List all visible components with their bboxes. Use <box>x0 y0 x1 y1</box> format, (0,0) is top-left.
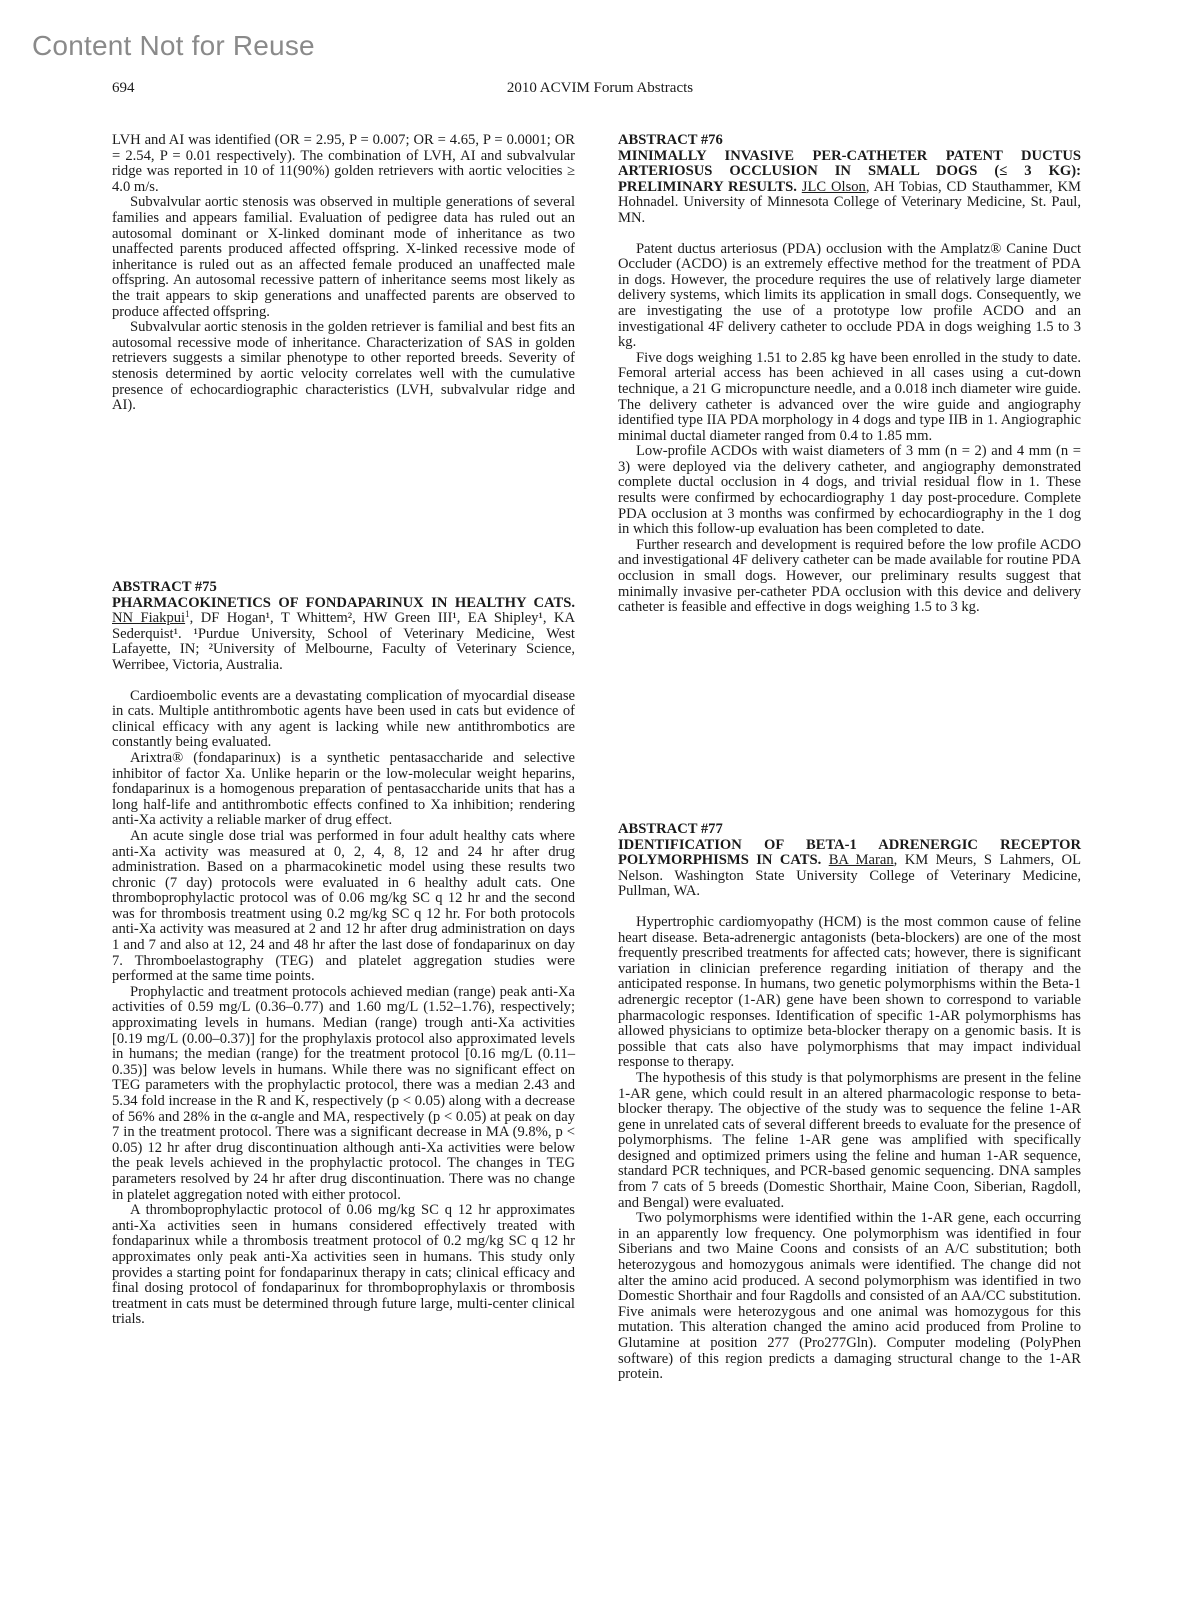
author-list: KM Meurs, S Lahmers, OL Nelson. <box>618 852 1081 884</box>
abstract-paragraph: Two polymorphisms were identified within the 1-AR gene, each occurring in an apparently low frequency. One polymorphism was identified in four Siberians and two Maine Coons and consists of an A/C substitution; both heterozygous and homozygous animals were identified. The change did not alter the amino acid produced. A second polymorphism was identified in two Domestic Shorthair and four Ragdolls and consisted of an AA/CC substitution. Five animals were heterozygous and one animal was homozygous for this mutation. This alteration changed the amino acid produced from Proline to Glutamine at position 277 (Pro277Gln). Computer modeling (PolyPhen software) of this region predicts a damaging structural change to the 1-AR protein. <box>618 1210 1081 1383</box>
presenting-author: JLC Olson <box>801 178 866 195</box>
abstract-title: MINIMALLY INVASIVE PER-CATHETER PATENT DUCTUS ARTERIOSUS OCCLUSION IN SMALL DOGS (≤ 3 KG): PRELIMINARY RESULTS. <box>618 147 1081 195</box>
presenting-author: BA Maran <box>828 852 894 869</box>
abstract-paragraph: Low-profile ACDOs with waist diameters of 3 mm (n = 2) and 4 mm (n = 3) were deployed via the delivery catheter, and angiography demonstrated complete ductal occlusion in 4 dogs, and trivial residual flow in 1. These results were confirmed by echocardiography 1 day post-procedure. Complete PDA occlusion at 3 months was confirmed by echocardiography in the 1 dog in which this follow-up evaluation has been completed to date. <box>618 443 1081 538</box>
abstract-heading: IDENTIFICATION OF BETA-1 ADRENERGIC RECEPTOR POLYMORPHISMS IN CATS. BA Maran, KM Meurs, S Lahmers, OL Nelson. Washington State University College of Veterinary Medicine, Pullman, WA. <box>618 836 1082 900</box>
abstract-heading: MINIMALLY INVASIVE PER-CATHETER PATENT DUCTUS ARTERIOSUS OCCLUSION IN SMALL DOGS (≤ 3 KG): PRELIMINARY RESULTS. JLC Olson, AH Tobias, CD Stauthammer, KM Hohnadel. University of Minnesota College of Veterinary Medicine, St. Paul, MN. <box>618 147 1081 226</box>
abstract-paragraph: Patent ductus arteriosus (PDA) occlusion with the Amplatz® Canine Duct Occluder (ACDO) is an extremely effective method for the treatment of PDA in dogs. However, the procedure requires the use of relatively large diameter delivery systems, which limits its application in small dogs. Consequently, we are investigating the use of a prototype low profile ACDO and an investigational 4F delivery catheter to occlude PDA in dogs weighing 1.5 to 3 kg. <box>618 240 1081 351</box>
abstract-heading: PHARMACOKINETICS OF FONDAPARINUX IN HEALTHY CATS. NN Fiakpui$^1$, DF Hogan¹, T Whittem², HW Green III¹, EA Shipley¹, KA Sederquist¹. ¹Purdue University, School of Veterinary Medicine, West Lafayette, IN; ²University of Melbourne, Faculty of Veterinary Science, Werribee, Victoria, Australia. <box>112 594 575 673</box>
abstract-paragraph: The hypothesis of this study is that polymorphisms are present in the feline 1-AR gene, which could result in an altered pharmacologic response to beta-blocker therapy. The objective of the study was to sequence the feline 1-AR gene in unrelated cats of several different breeds to evaluate for the presence of polymorphisms. The feline 1-AR gene was amplified with specifically designed and optimized primers using the feline and human 1-AR sequence, standard PCR techniques, and PCR-based genomic sequencing. DNA samples from 7 cats of 5 breeds (Domestic Shorthair, Maine Coon, Siberian, Ragdoll, and Bengal) were evaluated. <box>618 1069 1081 1211</box>
abstract-title: IDENTIFICATION OF BETA-1 ADRENERGIC RECEPTOR POLYMORPHISMS IN CATS. <box>618 836 1081 869</box>
continuation-paragraph: Subvalvular aortic stenosis in the golden retriever is familial and best fits an autosomal recessive mode of inheritance. Characterization of SAS in golden retrievers suggests a similar phenotype to other reported breeds. Severity of stenosis determined by aortic velocity correlates well with the cumulative presence of echocardiographic characteristics (LVH, subvalvular ridge and AI). <box>112 319 575 414</box>
abstract-paragraph: Cardioembolic events are a devastating complication of myocardial disease in cats. Multiple antithrombotic agents have been used in cats but evidence of clinical efficacy with any agent is lacking while new antithrombotics are constantly being evaluated. <box>112 687 575 751</box>
author-list: DF Hogan¹, T Whittem², HW Green III¹, EA Shipley¹, KA Sederquist¹. <box>112 610 575 642</box>
abstract-number: ABSTRACT #75 <box>112 579 217 595</box>
abstract-paragraph: Five dogs weighing 1.51 to 2.85 kg have been enrolled in the study to date. Femoral arterial access has been achieved in all cases using a cut-down technique, a 21 G micropuncture needle, and a 0.018 inch diameter wire guide. The delivery catheter is advanced over the wire guide and angiography identified type IIA PDA morphology in 4 dogs and type IIB in 1. Angiographic minimal ductal diameter ranged from 0.4 to 1.85 mm. <box>618 349 1081 444</box>
presenting-author: NN Fiakpui <box>112 610 186 627</box>
continuation-paragraph: LVH and AI was identified (OR = 2.95, P = 0.007; OR = 4.65, P = 0.0001; OR = 2.54, P = 0.01 respectively). The combination of LVH, AI and subvalvular ridge was reported in 10 of 11(90%) golden retrievers with aortic velocities ≥ 4.0 m/s. <box>112 132 575 195</box>
abstract-76 <box>618 133 1081 616</box>
continuation-section <box>112 133 575 414</box>
affiliation: Washington State University College of Veterinary Medicine, Pullman, WA. <box>618 867 1082 900</box>
affiliation: University of Minnesota College of Veterinary Medicine, St. Paul, MN. <box>618 194 1081 226</box>
author-list: AH Tobias, CD Stauthammer, KM Hohnadel. <box>618 178 1081 211</box>
abstract-paragraph: Further research and development is required before the low profile ACDO and investigational 4F delivery catheter can be made available for routine PDA occlusion in small dogs. However, our preliminary results suggest that minimally invasive per-catheter PDA occlusion with this device and delivery catheter is feasible and effective in dogs weighing 1.5 to 3 kg. <box>618 536 1081 616</box>
abstract-paragraph: Arixtra® (fondaparinux) is a synthetic pentasaccharide and selective inhibitor of factor Xa. Unlike heparin or the low-molecular weight heparins, fondaparinux is a homogenous preparation of pentasaccharide units that has a long half-life and antithrombotic effects confined to Xa inhibition; rendering anti-Xa activity a reliable marker of drug effect. <box>112 749 575 829</box>
affiliation: ¹Purdue University, School of Veterinary Medicine, West Lafayette, IN; ²University of Melbourne, Faculty of Veterinary Science, Werribee, Victoria, Australia. <box>112 625 575 673</box>
watermark: Content Not for Reuse <box>32 30 315 61</box>
running-title: 2010 ACVIM Forum Abstracts <box>506 80 694 96</box>
abstract-paragraph: Hypertrophic cardiomyopathy (HCM) is the most common cause of feline heart disease. Beta-adrenergic antagonists (beta-blockers) are one of the most frequently prescribed treatments for affected cats; however, there is significant variation in clinician preference regarding initiation of therapy and the anticipated response. In humans, two genetic polymorphisms within the Beta-1 adrenergic receptor (1-AR) gene have been shown to correspond to variable pharmacologic responses. Identification of specific 1-AR polymorphisms has allowed physicians to optimize beta-blocker therapy on a genomic basis. It is possible that cats also have polymorphisms that may impact individual response to therapy. <box>618 913 1081 1071</box>
abstract-paragraph: A thromboprophylactic protocol of 0.06 mg/kg SC q 12 hr approximates anti-Xa activities seen in humans considered effectively treated with fondaparinux while a thrombosis treatment protocol of 0.2 mg/kg SC q 12 hr approximates only peak anti-Xa activities seen in humans. This study only provides a starting point for fondaparinux therapy in cats; clinical efficacy and final dosing protocol of fondaparinux for thromboprophylaxis or thrombosis treatment in cats must be determined through future large, multi-center clinical trials. <box>112 1202 575 1328</box>
abstract-paragraph: An acute single dose trial was performed in four adult healthy cats where anti-Xa activity was measured at 0, 2, 4, 8, 12 and 24 hr after drug administration. Based on a pharmacokinetic model using these results two chronic (7 day) protocols were evaluated in 6 healthy adult cats. One thromboprophylactic protocol was of 0.06 mg/kg SC q 12 hr and the second was for thrombosis treatment using 0.2 mg/kg SC q 12 hr. For both protocols anti-Xa activity was measured at 2 and 12 hr after drug administration on days 1 and 7 and also at 12, 24 and 48 hr after the last dose of fondaparinux on day 7. Thromboelastography (TEG) and platelet aggregation studies were performed at the same time points. <box>112 827 575 985</box>
abstract-paragraph: Prophylactic and treatment protocols achieved median (range) peak anti-Xa activities of 0.59 mg/L (0.36–0.77) and 1.60 mg/L (1.52–1.76), respectively; approximating levels in humans. Median (range) trough anti-Xa activities [0.19 mg/L (0.00–0.37)] for the prophylaxis protocol also approximated levels in humans; the median (range) for the treatment protocol [0.16 mg/L (0.11–0.35)] was below levels in humans. While there was no significant effect on TEG parameters with the prophylactic protocol, there was a median 2.43 and 5.34 fold increase in the R and K, respectively (p < 0.05) along with a decrease of 56% and 28% in the α-angle and MA, respectively (p < 0.05) at peak on day 7 in the treatment protocol. There was a significant decrease in MA (9.8%, p < 0.05) 12 hr after drug discontinuation although anti-Xa activities were below the peak levels achieved in the prophylactic protocol. The changes in TEG parameters resolved by 24 hr after drug discontinuation. There was no change in platelet aggregation noted with either protocol. <box>112 983 575 1203</box>
abstract-77 <box>618 822 1081 1383</box>
page-number: 694 <box>112 80 135 96</box>
abstract-title: PHARMACOKINETICS OF FONDAPARINUX IN HEALTHY CATS. <box>112 594 575 611</box>
abstract-75 <box>112 580 575 1328</box>
abstract-number: ABSTRACT #77 <box>618 821 723 837</box>
continuation-paragraph: Subvalvular aortic stenosis was observed in multiple generations of several families and appears familial. Evaluation of pedigree data has ruled out an autosomal dominant or X-linked dominant mode of inheritance as two unaffected parents produced affected offspring. X-linked recessive mode of inheritance is ruled out as an affected female produced an unaffected male offspring. An autosomal recessive pattern of inheritance seems most likely as the trait appears to skip generations and unaffected parents are observed to produce affected offspring. <box>112 194 575 320</box>
abstract-number: ABSTRACT #76 <box>618 132 723 148</box>
